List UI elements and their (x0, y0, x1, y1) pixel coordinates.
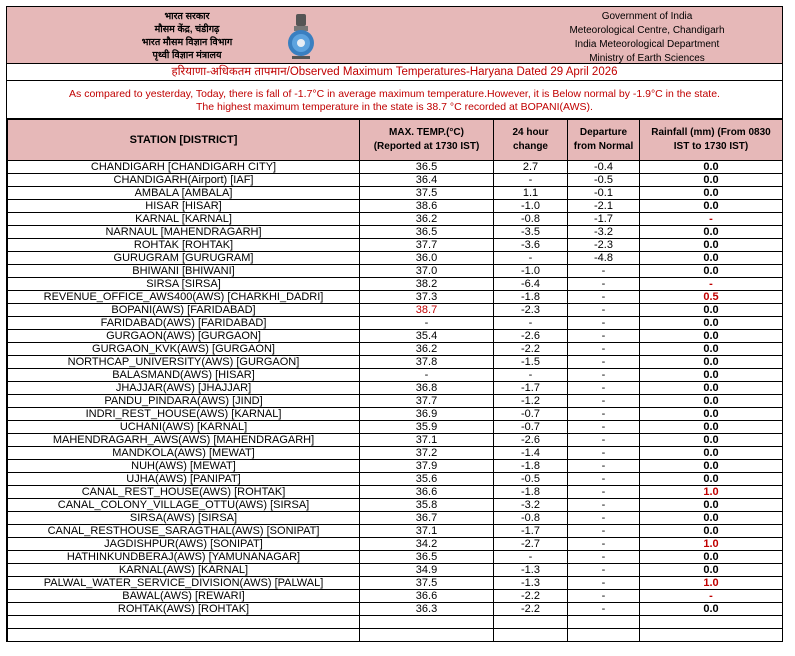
departure-cell: - (568, 512, 640, 525)
station-cell: MAHENDRAGARH_AWS(AWS) [MAHENDRAGARH] (8, 434, 360, 447)
hindi-line-1: भारत सरकार (164, 11, 210, 22)
rainfall-cell: 0.0 (640, 356, 783, 369)
table-row (8, 200, 783, 213)
departure-cell: - (568, 590, 640, 603)
departure-cell: - (568, 317, 640, 330)
table-row (8, 473, 783, 486)
change-cell: - (494, 174, 568, 187)
station-cell: CANAL_RESTHOUSE_SARAGTHAL(AWS) [SONIPAT] (8, 525, 360, 538)
english-line-4: Ministry of Earth Sciences (589, 53, 705, 64)
table-row (8, 278, 783, 291)
table-row (8, 226, 783, 239)
change-cell: -3.2 (494, 499, 568, 512)
empty-cell (640, 616, 783, 629)
departure-cell: - (568, 330, 640, 343)
empty-cell (360, 629, 494, 642)
max-temp-cell: 36.5 (360, 551, 494, 564)
rainfall-cell: 0.0 (640, 252, 783, 265)
station-cell: BHIWANI [BHIWANI] (8, 265, 360, 278)
max-temp-cell: 34.9 (360, 564, 494, 577)
col-max-temp-line2: (Reported at 1730 IST) (373, 141, 480, 152)
max-temp-cell: 37.2 (360, 447, 494, 460)
change-cell: - (494, 551, 568, 564)
departure-cell: - (568, 460, 640, 473)
station-cell: CHANDIGARH(Airport) [IAF] (8, 174, 360, 187)
departure-cell: - (568, 408, 640, 421)
change-cell: -1.7 (494, 525, 568, 538)
empty-cell (494, 616, 568, 629)
english-header (527, 10, 767, 66)
change-cell: -2.7 (494, 538, 568, 551)
change-cell: -3.6 (494, 239, 568, 252)
station-cell: BOPANI(AWS) [FARIDABAD] (8, 304, 360, 317)
departure-cell: - (568, 538, 640, 551)
empty-cell (568, 616, 640, 629)
max-temp-cell: 36.6 (360, 486, 494, 499)
col-change-line2: change (512, 141, 548, 152)
station-cell: MANDKOLA(AWS) [MEWAT] (8, 447, 360, 460)
table-row (8, 577, 783, 590)
station-cell: FARIDABAD(AWS) [FARIDABAD] (8, 317, 360, 330)
max-temp-cell: 38.7 (360, 304, 494, 317)
table-row (8, 304, 783, 317)
max-temp-cell: 36.5 (360, 161, 494, 174)
empty-cell (360, 616, 494, 629)
empty-cell (640, 629, 783, 642)
max-temp-cell: 36.7 (360, 512, 494, 525)
change-cell: -1.7 (494, 382, 568, 395)
departure-cell: -4.8 (568, 252, 640, 265)
summary-line-1: As compared to yesterday, Today, there is fall of -1.7°C in average maximum temperature.However, it is Below normal by -1.9°C in the state. (69, 88, 720, 100)
rainfall-cell: - (640, 213, 783, 226)
departure-cell: -3.2 (568, 226, 640, 239)
max-temp-cell: - (360, 369, 494, 382)
table-row (8, 408, 783, 421)
max-temp-cell: 36.0 (360, 252, 494, 265)
table-row (8, 564, 783, 577)
max-temp-cell: 35.8 (360, 499, 494, 512)
rainfall-cell: 0.0 (640, 603, 783, 616)
max-temp-cell: 37.7 (360, 239, 494, 252)
change-cell: -0.7 (494, 408, 568, 421)
english-line-1: Government of India (601, 11, 693, 22)
change-cell: -1.8 (494, 291, 568, 304)
table-row (8, 356, 783, 369)
station-cell: BAWAL(AWS) [REWARI] (8, 590, 360, 603)
english-line-3: India Meteorological Department (574, 39, 720, 50)
change-cell: -2.2 (494, 590, 568, 603)
departure-cell: -2.1 (568, 200, 640, 213)
rainfall-cell: 0.0 (640, 265, 783, 278)
station-cell: AMBALA [AMBALA] (8, 187, 360, 200)
change-cell: -2.2 (494, 603, 568, 616)
change-cell: -0.5 (494, 473, 568, 486)
max-temp-cell: 35.4 (360, 330, 494, 343)
empty-cell (494, 629, 568, 642)
max-temp-cell: 37.1 (360, 525, 494, 538)
max-temp-cell: 37.9 (360, 460, 494, 473)
table-row (8, 486, 783, 499)
table-row (8, 252, 783, 265)
change-cell: -2.6 (494, 434, 568, 447)
change-cell: -1.3 (494, 564, 568, 577)
station-cell: ROHTAK(AWS) [ROHTAK] (8, 603, 360, 616)
station-cell: JAGDISHPUR(AWS) [SONIPAT] (8, 538, 360, 551)
station-cell: PANDU_PINDARA(AWS) [JIND] (8, 395, 360, 408)
rainfall-cell: 0.0 (640, 525, 783, 538)
rainfall-cell: 0.0 (640, 564, 783, 577)
rainfall-cell: 0.0 (640, 382, 783, 395)
rainfall-cell: 0.0 (640, 551, 783, 564)
table-row (8, 239, 783, 252)
rainfall-cell: 1.0 (640, 577, 783, 590)
ashoka-emblem-icon (282, 10, 320, 60)
change-cell: -3.5 (494, 226, 568, 239)
departure-cell: -1.7 (568, 213, 640, 226)
table-row (8, 460, 783, 473)
table-row (8, 174, 783, 187)
change-cell: -1.8 (494, 460, 568, 473)
max-temp-cell: 38.6 (360, 200, 494, 213)
station-cell: NUH(AWS) [MEWAT] (8, 460, 360, 473)
rainfall-cell: 0.5 (640, 291, 783, 304)
col-change (494, 120, 568, 161)
change-cell: -2.6 (494, 330, 568, 343)
change-cell: -1.4 (494, 447, 568, 460)
max-temp-cell: 36.2 (360, 343, 494, 356)
station-cell: UJHA(AWS) [PANIPAT] (8, 473, 360, 486)
change-cell: - (494, 252, 568, 265)
station-cell: UCHANI(AWS) [KARNAL] (8, 421, 360, 434)
station-cell: PALWAL_WATER_SERVICE_DIVISION(AWS) [PALWAL] (8, 577, 360, 590)
table-row (8, 434, 783, 447)
station-cell: INDRI_REST_HOUSE(AWS) [KARNAL] (8, 408, 360, 421)
rainfall-cell: 0.0 (640, 408, 783, 421)
rainfall-cell: 0.0 (640, 395, 783, 408)
station-cell: HATHINKUNDBERAJ(AWS) [YAMUNANAGAR] (8, 551, 360, 564)
departure-cell: -0.1 (568, 187, 640, 200)
change-cell: 2.7 (494, 161, 568, 174)
col-departure (568, 120, 640, 161)
departure-cell: - (568, 356, 640, 369)
table-row (8, 317, 783, 330)
max-temp-cell: 35.9 (360, 421, 494, 434)
station-cell: BALASMAND(AWS) [HISAR] (8, 369, 360, 382)
table-row (8, 291, 783, 304)
change-cell: -1.5 (494, 356, 568, 369)
change-cell: 1.1 (494, 187, 568, 200)
table-row (8, 447, 783, 460)
departure-cell: - (568, 278, 640, 291)
rainfall-cell: 0.0 (640, 473, 783, 486)
col-rainfall-line1: Rainfall (mm) (From 0830 (651, 127, 771, 138)
station-cell: NORTHCAP_UNIVERSITY(AWS) [GURGAON] (8, 356, 360, 369)
table-row (8, 499, 783, 512)
col-station: STATION [DISTRICT] (8, 120, 360, 161)
max-temp-cell: 36.9 (360, 408, 494, 421)
hindi-header (107, 10, 267, 62)
table-body (8, 161, 783, 642)
change-cell: -1.3 (494, 577, 568, 590)
station-cell: KARNAL(AWS) [KARNAL] (8, 564, 360, 577)
max-temp-cell: 35.6 (360, 473, 494, 486)
table-row (8, 330, 783, 343)
report-header (7, 6, 782, 64)
hindi-line-4: पृथ्वी विज्ञान मंत्रालय (152, 50, 222, 61)
departure-cell: - (568, 577, 640, 590)
station-cell: ROHTAK [ROHTAK] (8, 239, 360, 252)
max-temp-cell: 38.2 (360, 278, 494, 291)
col-departure-line2: from Normal (573, 141, 634, 152)
departure-cell: - (568, 564, 640, 577)
rainfall-cell: 0.0 (640, 187, 783, 200)
english-line-2: Meteorological Centre, Chandigarh (569, 25, 725, 36)
departure-cell: -2.3 (568, 239, 640, 252)
max-temp-cell: 37.8 (360, 356, 494, 369)
rainfall-cell: 0.0 (640, 512, 783, 525)
table-row (8, 382, 783, 395)
rainfall-cell: 0.0 (640, 239, 783, 252)
empty-row (8, 616, 783, 629)
departure-cell: - (568, 434, 640, 447)
table-row (8, 551, 783, 564)
change-cell: -6.4 (494, 278, 568, 291)
departure-cell: - (568, 382, 640, 395)
summary-line-2: The highest maximum temperature in the state is 38.7 °C recorded at BOPANI(AWS). (196, 101, 593, 113)
max-temp-cell: 37.3 (360, 291, 494, 304)
rainfall-cell: 1.0 (640, 538, 783, 551)
departure-cell: - (568, 603, 640, 616)
rainfall-cell: 0.0 (640, 434, 783, 447)
change-cell: -1.2 (494, 395, 568, 408)
max-temp-cell: 37.5 (360, 577, 494, 590)
col-rainfall (640, 120, 783, 161)
departure-cell: - (568, 291, 640, 304)
col-rainfall-line2: IST to 1730 IST) (673, 141, 749, 152)
temperature-table (7, 119, 783, 642)
departure-cell: - (568, 551, 640, 564)
departure-cell: - (568, 265, 640, 278)
change-cell: -0.8 (494, 512, 568, 525)
table-row (8, 421, 783, 434)
empty-cell (8, 629, 360, 642)
table-row (8, 187, 783, 200)
change-cell: -1.8 (494, 486, 568, 499)
report-title: हरियाणा-अधिकतम तापमान/Observed Maximum Temperatures-Haryana Dated 29 April 2026 (7, 64, 782, 81)
max-temp-cell: 36.3 (360, 603, 494, 616)
station-cell: GURGAON_KVK(AWS) [GURGAON] (8, 343, 360, 356)
change-cell: -0.8 (494, 213, 568, 226)
max-temp-cell: 36.6 (360, 590, 494, 603)
empty-cell (568, 629, 640, 642)
table-row (8, 265, 783, 278)
summary-text (7, 81, 782, 119)
departure-cell: - (568, 395, 640, 408)
station-cell: KARNAL [KARNAL] (8, 213, 360, 226)
departure-cell: - (568, 421, 640, 434)
max-temp-cell: 36.4 (360, 174, 494, 187)
station-cell: SIRSA [SIRSA] (8, 278, 360, 291)
max-temp-cell: 36.5 (360, 226, 494, 239)
station-cell: JHAJJAR(AWS) [JHAJJAR] (8, 382, 360, 395)
departure-cell: -0.4 (568, 161, 640, 174)
departure-cell: - (568, 304, 640, 317)
station-cell: CHANDIGARH [CHANDIGARH CITY] (8, 161, 360, 174)
rainfall-cell: 0.0 (640, 161, 783, 174)
rainfall-cell: 0.0 (640, 499, 783, 512)
col-max-temp (360, 120, 494, 161)
rainfall-cell: 0.0 (640, 369, 783, 382)
max-temp-cell: 34.2 (360, 538, 494, 551)
col-departure-line1: Departure (579, 127, 628, 138)
departure-cell: - (568, 499, 640, 512)
rainfall-cell: 0.0 (640, 343, 783, 356)
departure-cell: - (568, 473, 640, 486)
departure-cell: - (568, 486, 640, 499)
table-row (8, 603, 783, 616)
table-row (8, 369, 783, 382)
max-temp-cell: - (360, 317, 494, 330)
max-temp-cell: 37.1 (360, 434, 494, 447)
departure-cell: -0.5 (568, 174, 640, 187)
table-row (8, 213, 783, 226)
departure-cell: - (568, 525, 640, 538)
table-header-row (8, 120, 783, 161)
table-row (8, 512, 783, 525)
rainfall-cell: 0.0 (640, 200, 783, 213)
rainfall-cell: 0.0 (640, 460, 783, 473)
change-cell: - (494, 369, 568, 382)
station-cell: GURGAON(AWS) [GURGAON] (8, 330, 360, 343)
rainfall-cell: 0.0 (640, 304, 783, 317)
departure-cell: - (568, 343, 640, 356)
table-row (8, 395, 783, 408)
departure-cell: - (568, 447, 640, 460)
hindi-line-3: भारत मौसम विज्ञान विभाग (141, 37, 233, 48)
rainfall-cell: 0.0 (640, 447, 783, 460)
rainfall-cell: 0.0 (640, 226, 783, 239)
station-cell: NARNAUL [MAHENDRAGARH] (8, 226, 360, 239)
change-cell: -2.3 (494, 304, 568, 317)
report-sheet (6, 6, 783, 642)
rainfall-cell: 0.0 (640, 421, 783, 434)
change-cell: -2.2 (494, 343, 568, 356)
max-temp-cell: 37.0 (360, 265, 494, 278)
empty-cell (8, 616, 360, 629)
empty-row (8, 629, 783, 642)
max-temp-cell: 36.8 (360, 382, 494, 395)
change-cell: -1.0 (494, 265, 568, 278)
table-row (8, 525, 783, 538)
station-cell: CANAL_REST_HOUSE(AWS) [ROHTAK] (8, 486, 360, 499)
station-cell: HISAR [HISAR] (8, 200, 360, 213)
rainfall-cell: 0.0 (640, 317, 783, 330)
max-temp-cell: 36.2 (360, 213, 494, 226)
change-cell: -1.0 (494, 200, 568, 213)
col-max-temp-line1: MAX. TEMP.(°C) (389, 127, 464, 138)
table-row (8, 538, 783, 551)
station-cell: REVENUE_OFFICE_AWS400(AWS) [CHARKHI_DADRI] (8, 291, 360, 304)
table-row (8, 161, 783, 174)
rainfall-cell: 0.0 (640, 174, 783, 187)
station-cell: SIRSA(AWS) [SIRSA] (8, 512, 360, 525)
table-row (8, 343, 783, 356)
rainfall-cell: 1.0 (640, 486, 783, 499)
hindi-line-2: मौसम केंद्र, चंडीगढ़ (154, 24, 220, 35)
col-change-line1: 24 hour (512, 127, 549, 138)
change-cell: -0.7 (494, 421, 568, 434)
station-cell: CANAL_COLONY_VILLAGE_OTTU(AWS) [SIRSA] (8, 499, 360, 512)
station-cell: GURUGRAM [GURUGRAM] (8, 252, 360, 265)
rainfall-cell: - (640, 590, 783, 603)
rainfall-cell: 0.0 (640, 330, 783, 343)
departure-cell: - (568, 369, 640, 382)
rainfall-cell: - (640, 278, 783, 291)
table-row (8, 590, 783, 603)
max-temp-cell: 37.5 (360, 187, 494, 200)
max-temp-cell: 37.7 (360, 395, 494, 408)
change-cell: - (494, 317, 568, 330)
